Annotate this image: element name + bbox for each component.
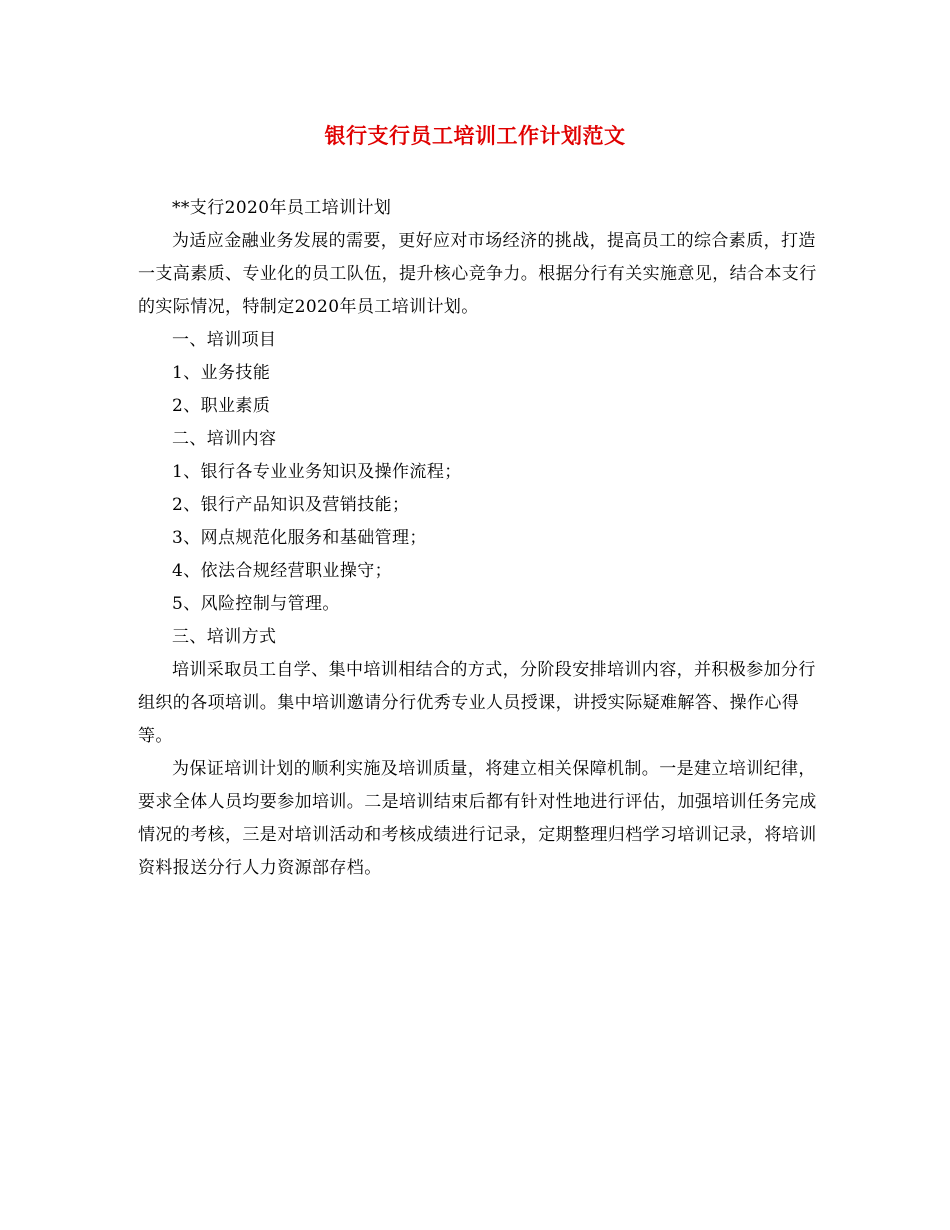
paragraph-heading: **支行2020年员工培训计划	[172, 198, 392, 218]
document-title: 银行支行员工培训工作计划范文	[324, 123, 626, 148]
list-item: 3、网点规范化服务和基础管理；	[172, 528, 427, 548]
section-heading-content: 二、培训内容	[172, 429, 277, 449]
list-item: 2、职业素质	[172, 396, 271, 416]
section-heading-methods: 三、培训方式	[172, 627, 277, 647]
paragraph-methods: 培训采取员工自学、集中培训相结合的方式，分阶段安排培训内容，并积极参加分行组织的各项培训。集中培训邀请分行优秀专业人员授课，讲授实际疑难解答、操作心得等。	[138, 660, 816, 746]
paragraph-guarantee: 为保证培训计划的顺利实施及培训质量，将建立相关保障机制。一是建立培训纪律，要求全体人员均要参加培训。二是培训结束后都有针对性地进行评估，加强培训任务完成情况的考核，三是对培训活动和考核成绩进行记录，定期整理归档学习培训记录，将培训资料报送分行人力资源部存档。	[138, 759, 817, 878]
list-item: 2、银行产品知识及营销技能；	[172, 495, 410, 515]
paragraph-intro: 为适应金融业务发展的需要，更好应对市场经济的挑战，提高员工的综合素质，打造一支高素质、专业化的员工队伍，提升核心竞争力。根据分行有关实施意见，结合本支行的实际情况，特制定2020年员工培训计划。	[138, 231, 817, 317]
list-item: 1、业务技能	[172, 363, 271, 383]
list-item: 1、银行各专业业务知识及操作流程；	[172, 462, 462, 482]
list-item: 5、风险控制与管理。	[172, 594, 340, 614]
section-heading-projects: 一、培训项目	[172, 330, 277, 350]
document-body	[138, 192, 818, 885]
list-item: 4、依法合规经营职业操守；	[172, 561, 393, 581]
